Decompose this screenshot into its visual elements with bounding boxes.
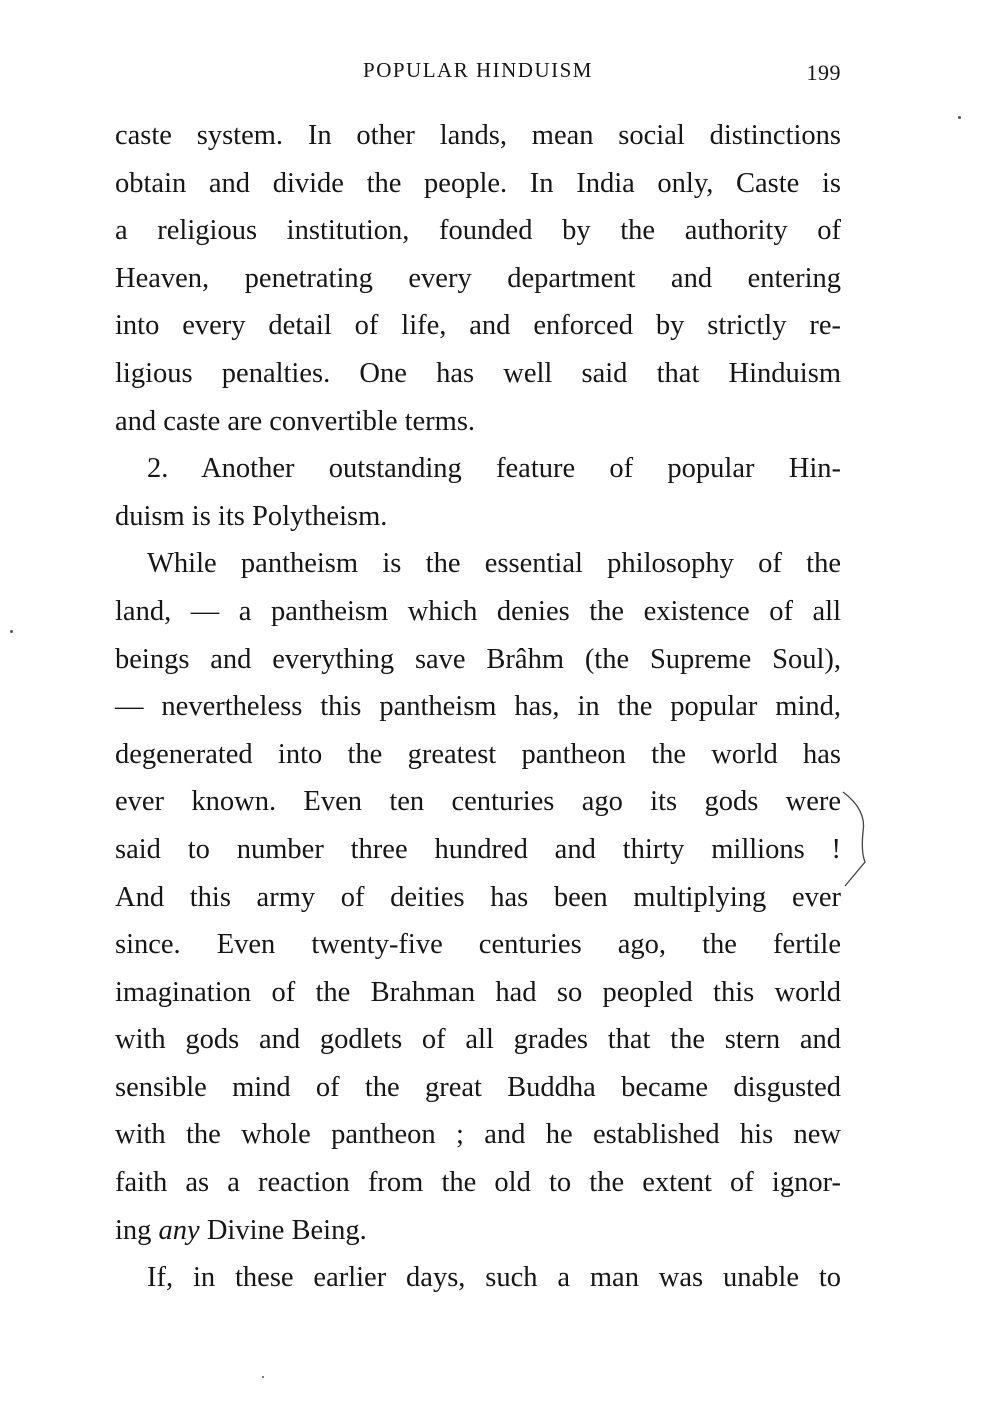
running-head <box>115 58 841 88</box>
text-line: And this army of deities has been multiplying ever <box>115 881 841 913</box>
text-line: If, in these earlier days, such a man was unable to <box>147 1262 841 1294</box>
text-line: beings and everything save Brâhm (the Supreme Soul), <box>115 643 841 675</box>
text-fragment: ing <box>115 1214 152 1246</box>
text-line: obtain and divide the people. In India only, Caste is <box>115 167 841 199</box>
text-line: and caste are convertible terms. <box>115 405 476 437</box>
text-line: sensible mind of the great Buddha became disgusted <box>115 1071 841 1103</box>
scan-speck <box>958 116 961 119</box>
text-line: land, — a pantheism which denies the existence of all <box>115 595 841 627</box>
text-line: a religious institution, founded by the authority of <box>115 215 841 247</box>
text-line: ever known. Even ten centuries ago its gods were <box>115 786 841 818</box>
text-fragment: Divine Being. <box>206 1214 367 1246</box>
text-line: with gods and godlets of all grades that the stern and <box>115 1024 841 1056</box>
margin-bracket-mark <box>841 790 871 890</box>
text-line: since. Even twenty-five centuries ago, the fertile <box>115 929 841 961</box>
text-line <box>115 1207 841 1255</box>
text-line: ligious penalties. One has well said that Hinduism <box>115 357 841 389</box>
emphasis-text: any <box>158 1214 200 1246</box>
text-line: said to number three hundred and thirty millions ! <box>115 833 841 865</box>
text-line: faith as a reaction from the old to the extent of ignor- <box>115 1167 841 1199</box>
text-line: degenerated into the greatest pantheon the world has <box>115 738 841 770</box>
text-line: with the whole pantheon ; and he established his new <box>115 1119 841 1151</box>
text-line: — nevertheless this pantheism has, in the popular mind, <box>115 691 841 723</box>
text-line: duism is its Polytheism. <box>115 500 388 532</box>
running-title: POPULAR HINDUISM <box>363 58 593 82</box>
text-line: into every detail of life, and enforced by strictly re- <box>115 310 841 342</box>
text-line: While pantheism is the essential philosophy of the <box>147 548 841 580</box>
page-number: 199 <box>806 60 841 85</box>
text-line: caste system. In other lands, mean social distinctions <box>115 120 841 151</box>
text-line: Heaven, penetrating every department and entering <box>115 262 841 294</box>
body-text <box>115 112 841 1302</box>
scan-speck <box>262 1376 264 1378</box>
scan-speck <box>10 630 13 633</box>
text-line: imagination of the Brahman had so peopled this world <box>115 976 841 1008</box>
text-line: 2. Another outstanding feature of popular Hin- <box>147 453 841 485</box>
